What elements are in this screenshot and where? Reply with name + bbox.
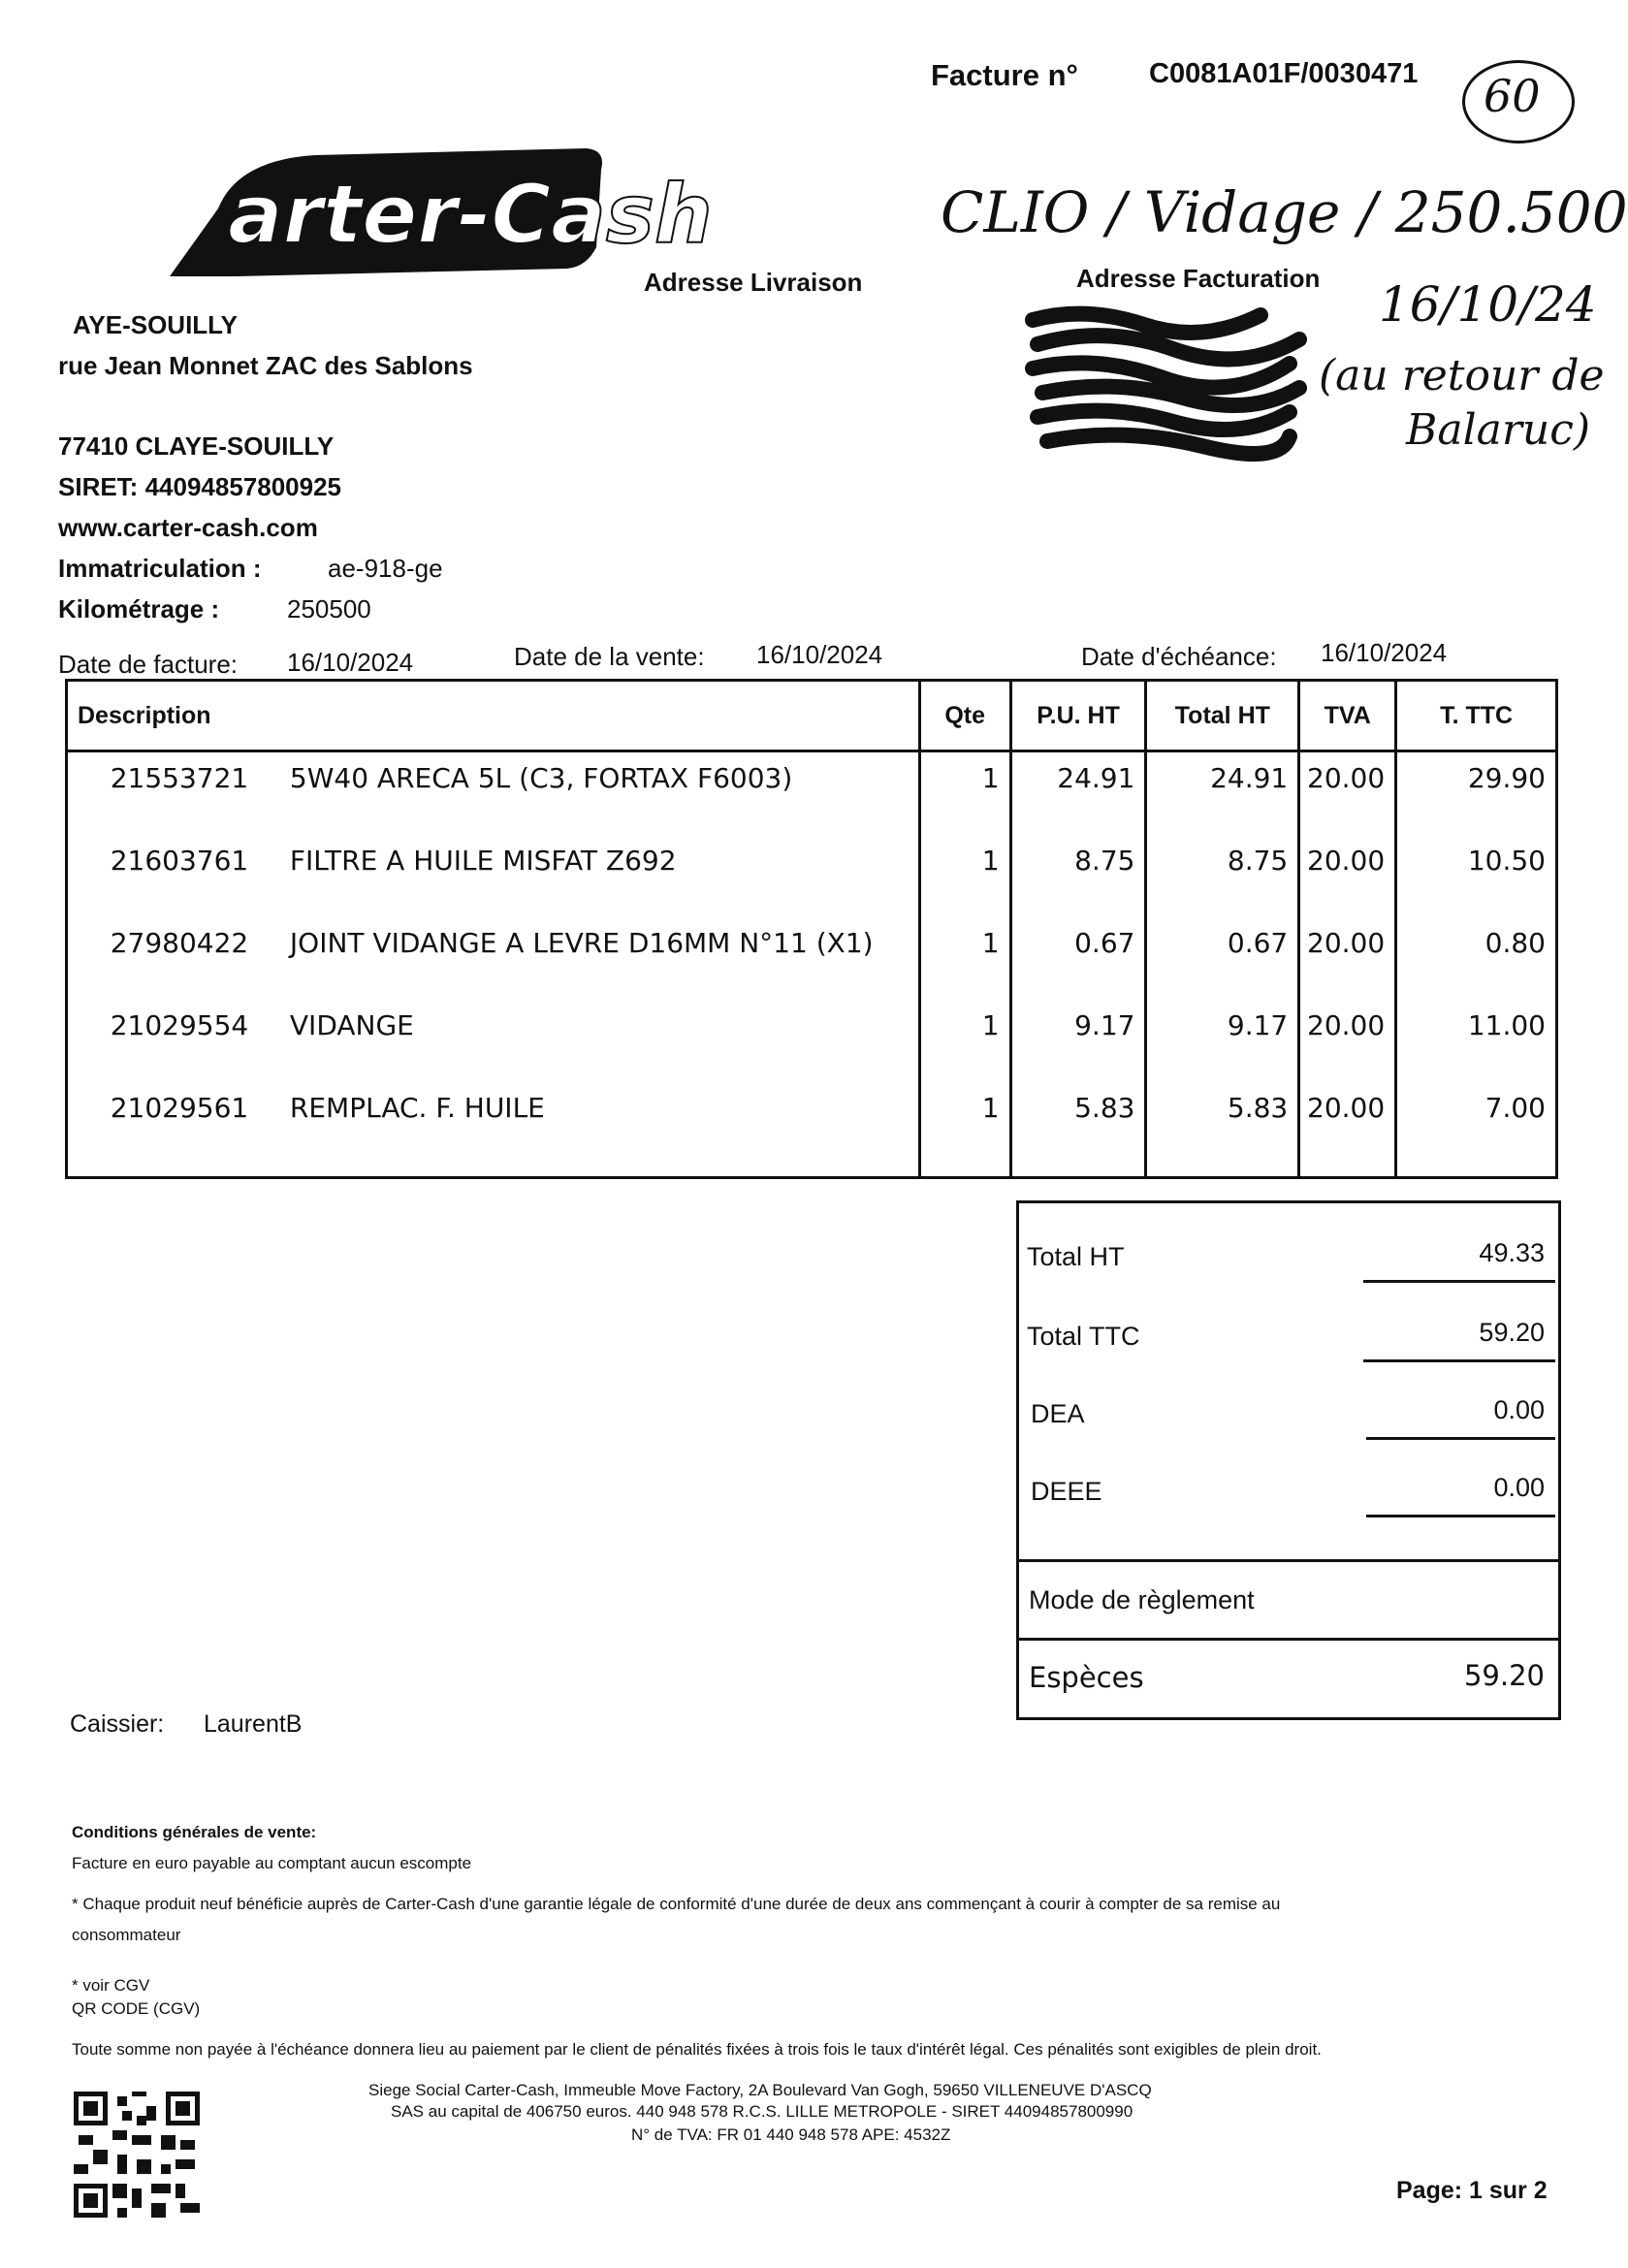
delivery-address-label: Adresse Livraison: [644, 268, 863, 297]
immatriculation-label: Immatriculation :: [58, 554, 262, 583]
conditions-line: * voir CGV: [72, 1976, 150, 1995]
column-header-pu: P.U. HT: [1010, 681, 1146, 751]
qty-cell: 1: [919, 1082, 1010, 1178]
tva-cell: 20.00: [1299, 1000, 1396, 1082]
column-header-description: Description: [67, 681, 920, 751]
due-date-label: Date d'échéance:: [1081, 642, 1277, 671]
due-date-value: 16/10/2024: [1321, 638, 1448, 667]
tva-cell: 20.00: [1299, 917, 1396, 1000]
product-description: JOINT VIDANGE A LEVRE D16MM N°11 (X1): [289, 927, 874, 959]
qty-cell: 1: [919, 1000, 1010, 1082]
qty-cell: 1: [919, 751, 1010, 836]
product-code: 21029561: [110, 1092, 249, 1124]
dea-label: DEA: [1031, 1399, 1085, 1428]
column-header-tva: TVA: [1299, 681, 1396, 751]
total-ht-cell: 24.91: [1146, 751, 1299, 836]
table-row: [67, 917, 1557, 1000]
total-ttc-underline: [1363, 1359, 1555, 1362]
ttc-cell: 11.00: [1396, 1000, 1557, 1082]
description-cell: [67, 751, 920, 836]
description-cell: [67, 1000, 920, 1082]
ttc-cell: 10.50: [1396, 835, 1557, 917]
dea-value: 0.00: [1493, 1395, 1545, 1424]
invoice-label: Facture n°: [931, 58, 1078, 92]
redacted-scribble: [1028, 301, 1309, 456]
invoice-date-label: Date de facture:: [58, 650, 238, 679]
table-row: [67, 751, 1557, 836]
ttc-cell: 0.80: [1396, 917, 1557, 1000]
product-code: 21603761: [110, 845, 249, 877]
unit-price-cell: 24.91: [1010, 751, 1146, 836]
footer-line: Siege Social Carter-Cash, Immeuble Move Factory, 2A Boulevard Van Gogh, 59650 VILLENEUVE D'ASCQ: [368, 2081, 1152, 2099]
payment-method: Espèces: [1029, 1661, 1144, 1694]
handwritten-note-return: (au retour de: [1319, 351, 1605, 400]
footer-line: SAS au capital de 406750 euros. 440 948 578 R.C.S. LILLE METROPOLE - SIRET 44094857800990: [391, 2102, 1133, 2121]
tva-cell: 20.00: [1299, 835, 1396, 917]
total-ttc-value: 59.20: [1479, 1318, 1545, 1347]
unit-price-cell: 9.17: [1010, 1000, 1146, 1082]
shop-website: www.carter-cash.com: [58, 513, 318, 542]
table-header-row: [67, 681, 1557, 751]
deee-label: DEEE: [1031, 1477, 1102, 1506]
product-code: 21553721: [110, 762, 249, 794]
kilometrage-value: 250500: [287, 594, 371, 623]
description-cell: [67, 1082, 920, 1178]
logo-text: arter-Cash: [228, 167, 713, 262]
payment-mode-label: Mode de règlement: [1029, 1585, 1255, 1614]
total-ht-value: 49.33: [1479, 1238, 1545, 1267]
qty-cell: 1: [919, 917, 1010, 1000]
qty-cell: 1: [919, 835, 1010, 917]
invoice-number: C0081A01F/0030471: [1149, 58, 1419, 89]
conditions-line: QR CODE (CGV): [72, 1999, 201, 2018]
kilometrage-label: Kilométrage :: [58, 594, 220, 623]
conditions-line: * Chaque produit neuf bénéficie auprès de Carter-Cash d'une garantie légale de conformité d'une durée de deux ans commençant à courir à compter de sa remise au: [72, 1895, 1281, 1913]
mode-divider-bottom: [1019, 1638, 1558, 1641]
table-row: [67, 1000, 1557, 1082]
unit-price-cell: 8.75: [1010, 835, 1146, 917]
carter-cash-logo: [160, 141, 713, 286]
total-ht-cell: 8.75: [1146, 835, 1299, 917]
description-cell: [67, 917, 920, 1000]
immatriculation-value: ae-918-ge: [328, 554, 443, 583]
column-header-ttc: T. TTC: [1396, 681, 1557, 751]
handwritten-circle-number: 60: [1484, 70, 1541, 122]
dea-underline: [1366, 1437, 1555, 1440]
tva-cell: 20.00: [1299, 751, 1396, 836]
unit-price-cell: 0.67: [1010, 917, 1146, 1000]
sale-date-label: Date de la vente:: [514, 642, 705, 671]
tva-cell: 20.00: [1299, 1082, 1396, 1178]
shop-postal: 77410 CLAYE-SOUILLY: [58, 431, 335, 461]
column-header-total-ht: Total HT: [1146, 681, 1299, 751]
footer-line: N° de TVA: FR 01 440 948 578 APE: 4532Z: [631, 2125, 951, 2144]
total-ht-underline: [1363, 1280, 1555, 1283]
product-code: 21029554: [110, 1009, 249, 1041]
sale-date-value: 16/10/2024: [756, 640, 883, 669]
ttc-cell: 29.90: [1396, 751, 1557, 836]
total-ttc-label: Total TTC: [1027, 1322, 1140, 1351]
total-ht-cell: 9.17: [1146, 1000, 1299, 1082]
cashier-name: LaurentB: [204, 1710, 303, 1738]
ttc-cell: 7.00: [1396, 1082, 1557, 1178]
shop-siret: SIRET: 44094857800925: [58, 472, 342, 501]
deee-value: 0.00: [1493, 1473, 1545, 1502]
total-ht-cell: 5.83: [1146, 1082, 1299, 1178]
total-ht-label: Total HT: [1027, 1242, 1125, 1271]
conditions-line: Toute somme non payée à l'échéance donnera lieu au paiement par le client de pénalités fixées à trois fois le taux d'intérêt légal. Ces pénalités sont exigibles de plein droit.: [72, 2040, 1322, 2059]
unit-price-cell: 5.83: [1010, 1082, 1146, 1178]
shop-street: rue Jean Monnet ZAC des Sablons: [58, 351, 473, 380]
conditions-title: Conditions générales de vente:: [72, 1823, 317, 1841]
product-description: 5W40 ARECA 5L (C3, FORTAX F6003): [289, 762, 793, 794]
invoice-date-value: 16/10/2024: [287, 648, 414, 677]
handwritten-date: 16/10/24: [1379, 276, 1597, 333]
description-cell: [67, 835, 920, 917]
totals-box: [1016, 1200, 1561, 1720]
handwritten-note-place: Balaruc): [1406, 405, 1591, 455]
total-ht-cell: 0.67: [1146, 917, 1299, 1000]
mode-divider-top: [1019, 1559, 1558, 1562]
page-number: Page: 1 sur 2: [1396, 2177, 1548, 2204]
billing-address-label: Adresse Facturation: [1076, 264, 1321, 293]
table-row: [67, 835, 1557, 917]
product-description: FILTRE A HUILE MISFAT Z692: [289, 845, 677, 877]
table-row: [67, 1082, 1557, 1178]
conditions-line: Facture en euro payable au comptant aucun escompte: [72, 1854, 472, 1872]
shop-city-line: AYE-SOUILLY: [73, 310, 239, 339]
cashier-label: Caissier:: [70, 1710, 165, 1738]
payment-amount: 59.20: [1463, 1659, 1545, 1692]
handwritten-note-vehicle: CLIO / Vidage / 250.500: [941, 179, 1628, 245]
conditions-line: consommateur: [72, 1926, 181, 1944]
product-description: REMPLAC. F. HUILE: [289, 1092, 545, 1124]
deee-underline: [1366, 1515, 1555, 1517]
qr-code[interactable]: [74, 2092, 200, 2218]
column-header-qty: Qte: [919, 681, 1010, 751]
product-description: VIDANGE: [289, 1009, 414, 1041]
product-code: 27980422: [110, 927, 249, 959]
items-table: [65, 679, 1558, 1179]
